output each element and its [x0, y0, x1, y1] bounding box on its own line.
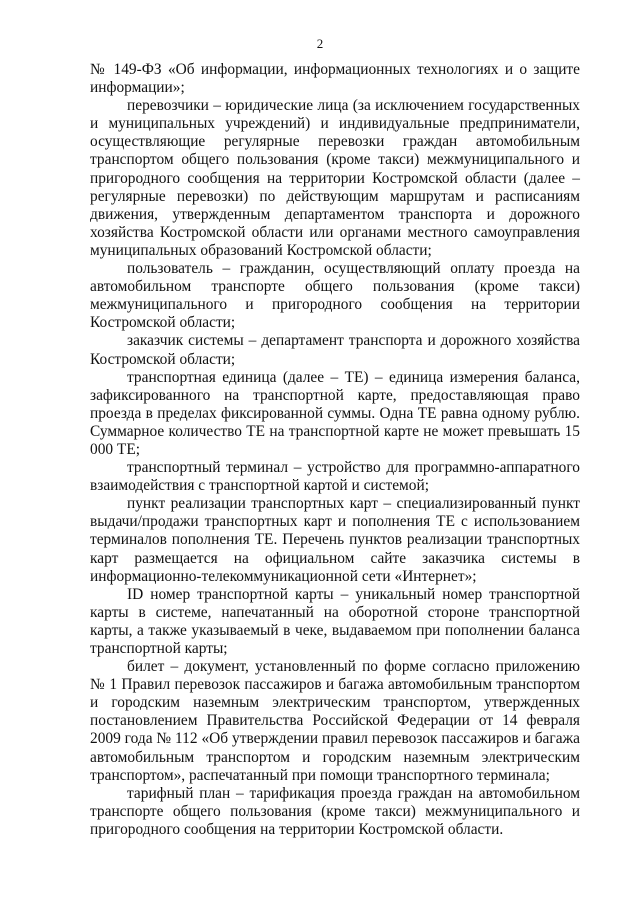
paragraph-definition-tariff-plan: тарифный план – тарификация проезда граждан на автомобильном транспорте общего пользования (кроме такси) межмуниципального и пригородного сообщения на территории Костромской области.: [90, 784, 580, 838]
paragraph-definition-card-id: ID номер транспортной карты – уникальный номер транспортной карты в системе, напечатанный на оборотной стороне транспортной карты, а также указываемый в чеке, выдаваемом при пополнении баланса транспортной карты;: [90, 585, 580, 657]
paragraph-definition-system-customer: заказчик системы – департамент транспорта и дорожного хозяйства Костромской области;: [90, 332, 580, 368]
paragraph-definition-transport-terminal: транспортный терминал – устройство для программно-аппаратного взаимодействия с транспортной картой и системой;: [90, 459, 580, 495]
paragraph-law-reference: № 149-ФЗ «Об информации, информационных технологиях и о защите информации»;: [90, 61, 580, 97]
paragraph-definition-ticket: билет – документ, установленный по форме согласно приложению № 1 Правил перевозок пассажиров и багажа автомобильным транспортом и городским наземным электрическим транспортом, утвержденных постановлением Правительства Российской Федерации от 14 февраля 2009 года № 112 «Об утверждении правил перевозок пассажиров и багажа автомобильным транспортом и городским наземным электрическим транспортом», распечатанный при помощи транспортного терминала;: [90, 658, 580, 784]
paragraph-definition-user: пользователь – гражданин, осуществляющий оплату проезда на автомобильном транспорте общего пользования (кроме такси) межмуниципального и пригородного сообщения на территории Костромской области;: [90, 260, 580, 332]
paragraph-definition-transport-unit: транспортная единица (далее – ТЕ) – единица измерения баланса, зафиксированного на транспортной карте, предоставляющая право проезда в пределах фиксированной суммы. Одна ТЕ равна одному рублю. Суммарное количество ТЕ на транспортной карте не может превышать 15 000 ТЕ;: [90, 368, 580, 458]
paragraph-definition-card-sales-point: пункт реализации транспортных карт – специализированный пункт выдачи/продажи транспортных карт и пополнения ТЕ с использованием терминалов пополнения ТЕ. Перечень пунктов реализации транспортных карт размещается на официальном сайте заказчика системы в информационно-телекоммуникационной сети «Интернет»;: [90, 495, 580, 585]
document-body: [90, 61, 580, 839]
paragraph-definition-carriers: перевозчики – юридические лица (за исключением государственных и муниципальных учреждений) и индивидуальные предприниматели, осуществляющие регулярные перевозки граждан автомобильным транспортом общего пользования (кроме такси) межмуниципального и пригородного сообщения на территории Костромской области (далее – регулярные перевозки) по действующим маршрутам и расписаниям движения, утвержденным департаментом транспорта и дорожного хозяйства Костромской области или органами местного самоуправления муниципальных образований Костромской области;: [90, 97, 580, 259]
page-number: 2: [316, 36, 324, 51]
